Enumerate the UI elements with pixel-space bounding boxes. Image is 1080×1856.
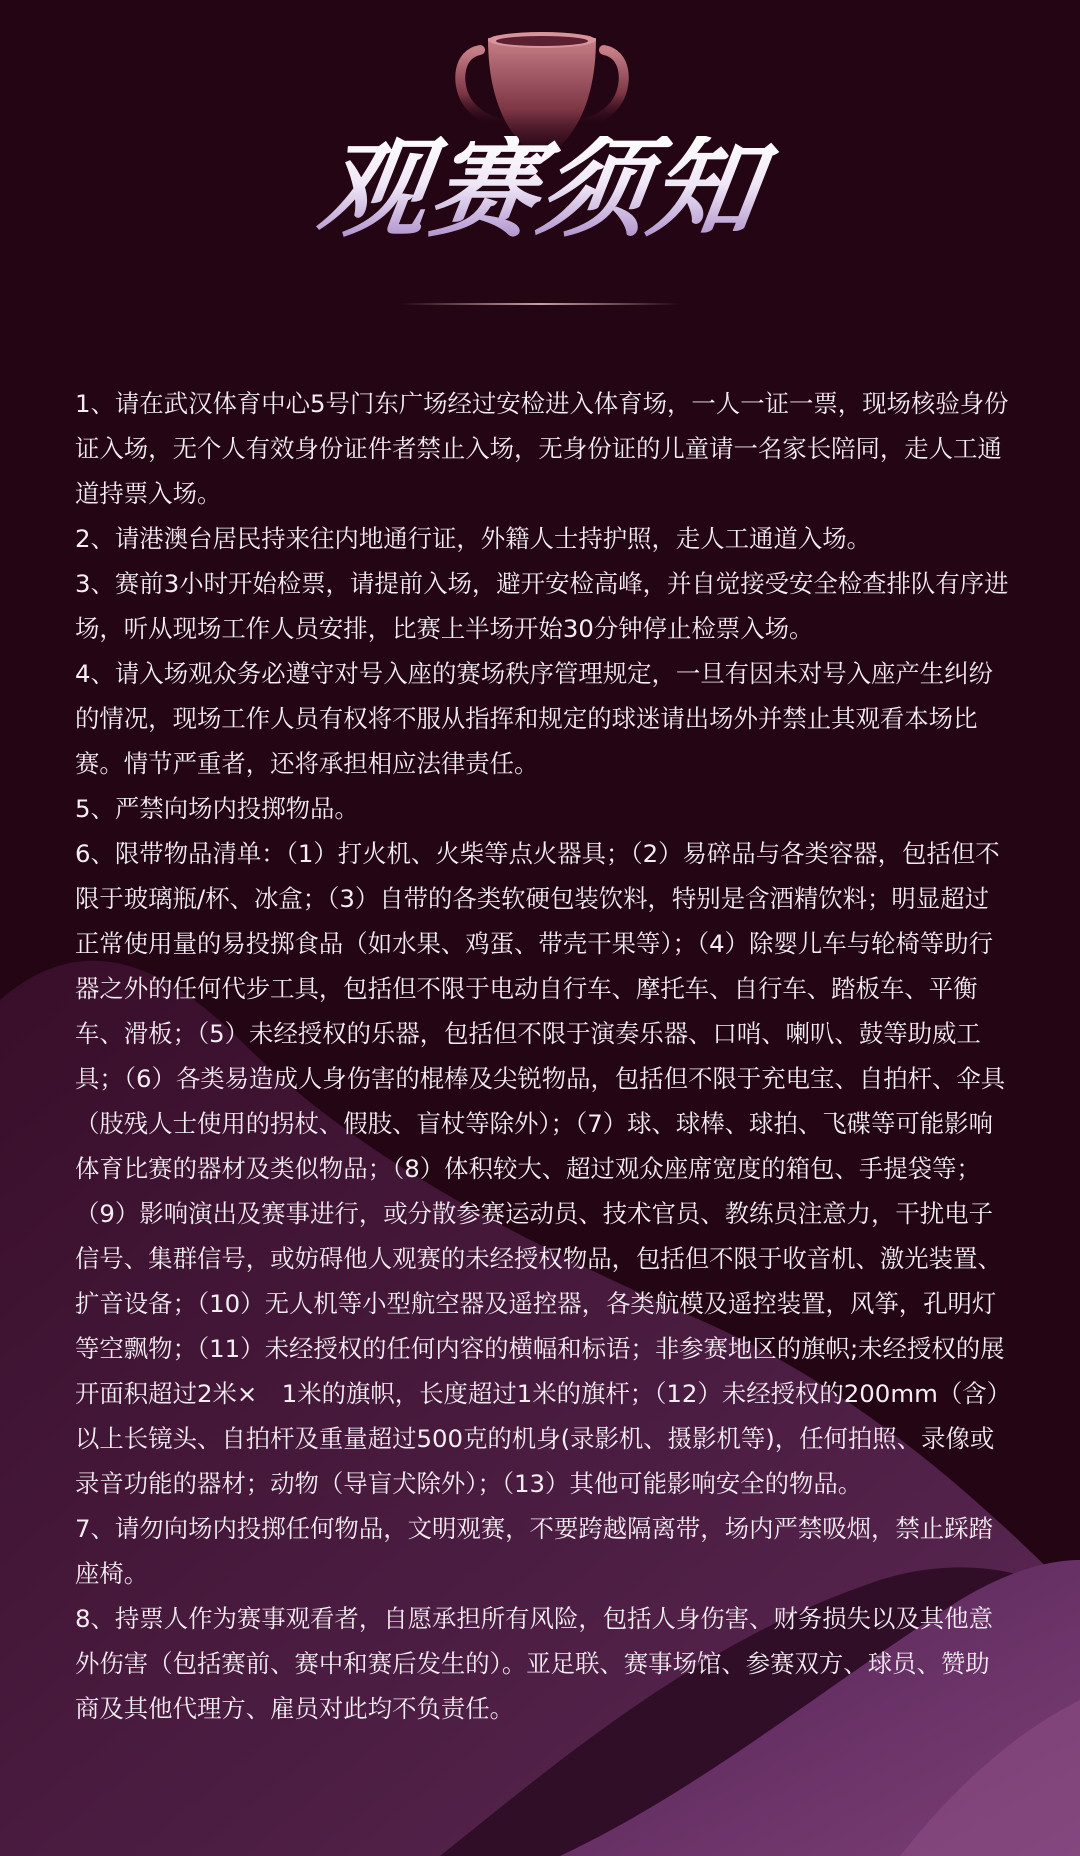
rule-item: 3、赛前3小时开始检票，请提前入场，避开安检高峰，并自觉接受安全检查排队有序进场，听从现场工作人员安排，比赛上半场开始30分钟停止检票入场。 [75,569,1009,643]
rules-list [75,381,1010,1731]
page-title: 观赛须知 [0,136,1080,244]
rule-item: 7、请勿向场内投掷任何物品，文明观赛，不要跨越隔离带，场内严禁吸烟，禁止踩踏座椅。 [75,1514,993,1588]
title-divider [400,303,680,305]
rule-item: 4、请入场观众务必遵守对号入座的赛场秩序管理规定，一旦有因未对号入座产生纠纷的情况，现场工作人员有权将不服从指挥和规定的球迷请出场外并禁止其观看本场比赛。情节严重者，还将承担相应法律责任。 [75,659,993,778]
rule-item: 1、请在武汉体育中心5号门东广场经过安检进入体育场，一人一证一票，现场核验身份证入场，无个人有效身份证件者禁止入场，无身份证的儿童请一名家长陪同，走人工通道持票入场。 [75,389,1009,508]
rule-item: 5、严禁向场内投掷物品。 [75,794,359,823]
rule-item: 2、请港澳台居民持来往内地通行证，外籍人士持护照，走人工通道入场。 [75,524,872,553]
rule-item: 6、限带物品清单：（1）打火机、火柴等点火器具；（2）易碎品与各类容器，包括但不限于玻璃瓶/杯、冰盒；（3）自带的各类软硬包装饮料，特别是含酒精饮料；明显超过正常使用量的易投掷食品（如水果、鸡蛋、带壳干果等）；（4）除婴儿车与轮椅等助行器之外的任何代步工具，包括但不限于电动自行车、摩托车、自行车、踏板车、平衡车、滑板；（5）未经授权的乐器，包括但不限于演奏乐器、口哨、喇叭、鼓等助威工具；（6）各类易造成人身伤害的棍棒及尖锐物品，包括但不限于充电宝、自拍杆、伞具（肢残人士使用的拐杖、假肢、盲杖等除外）；（7）球、球棒、球拍、飞碟等可能影响体育比赛的器材及类似物品；（8）体积较大、超过观众座席宽度的箱包、手提袋等；（9）影响演出及赛事进行，或分散参赛运动员、技术官员、教练员注意力，干扰电子信号、集群信号，或妨碍他人观赛的未经授权物品，包括但不限于收音机、激光装置、扩音设备；（10）无人机等小型航空器及遥控器，各类航模及遥控装置，风筝，孔明灯等空飘物；（11）未经授权的任何内容的横幅和标语；非参赛地区的旗帜;未经授权的展开面积超过2米× 1米的旗帜，长度超过1米的旗杆；（12）未经授权的200mm（含）以上长镜头、自拍杆及重量超过500克的机身(录影机、摄影机等)，任何拍照、录像或录音功能的器材；动物（导盲犬除外）；（13）其他可能影响安全的物品。 [75,839,1006,1498]
rule-item: 8、持票人作为赛事观看者，自愿承担所有风险，包括人身伤害、财务损失以及其他意外伤害（包括赛前、赛中和赛后发生的）。亚足联、赛事场馆、参赛双方、球员、赞助商及其他代理方、雇员对此均不负责任。 [75,1604,993,1723]
